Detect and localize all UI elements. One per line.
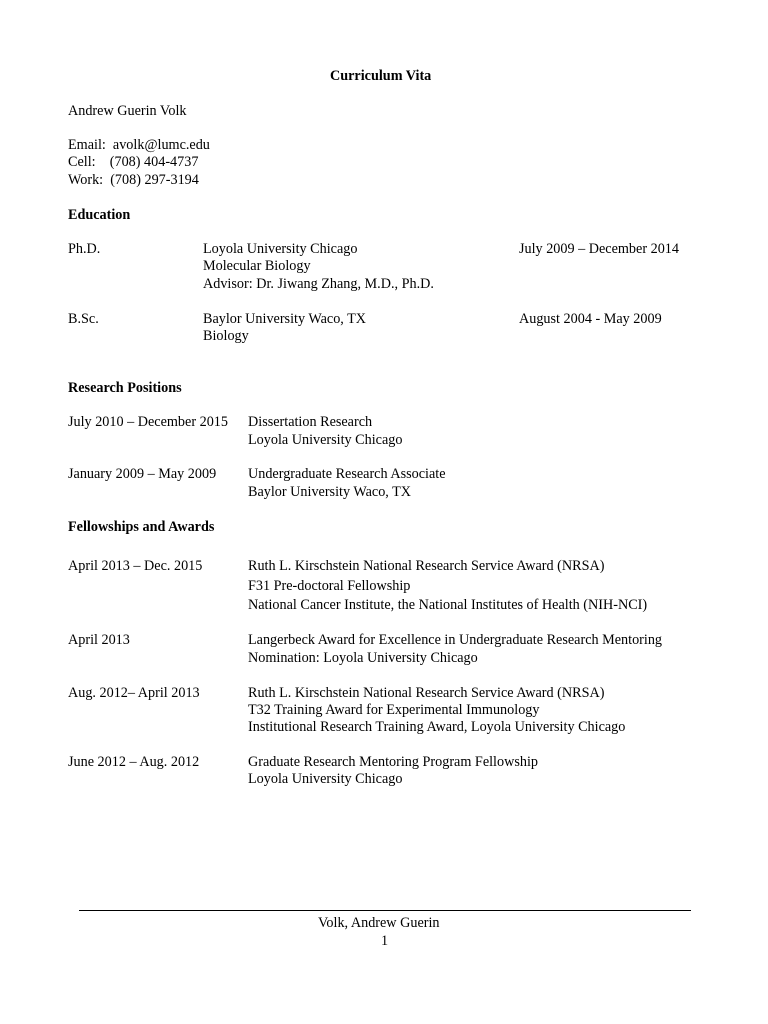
award-dates: Aug. 2012– April 2013 [68,685,200,701]
document-title: Curriculum Vita [330,68,432,84]
award-dates: June 2012 – Aug. 2012 [68,754,200,770]
research-heading: Research Positions [68,380,182,396]
education-degree: B.Sc. [68,311,99,327]
research-title: Undergraduate Research Associate [248,466,446,482]
award-line: Ruth L. Kirschstein National Research Service Award (NRSA) [248,558,605,574]
research-institution: Loyola University Chicago [248,432,403,448]
research-institution: Baylor University Waco, TX [248,484,412,500]
person-name: Andrew Guerin Volk [68,103,187,119]
footer-name: Volk, Andrew Guerin [318,915,440,931]
awards-heading: Fellowships and Awards [68,519,215,535]
education-advisor: Advisor: Dr. Jiwang Zhang, M.D., Ph.D. [203,276,434,292]
education-dates: August 2004 - May 2009 [519,311,662,327]
education-institution: Loyola University Chicago [203,241,358,257]
award-line: Loyola University Chicago [248,771,403,787]
education-dates: July 2009 – December 2014 [519,241,679,257]
contact-email: Email: avolk@lumc.edu [68,137,210,153]
footer-rule [79,910,691,911]
award-line: Institutional Research Training Award, Loyola University Chicago [248,719,626,735]
education-field: Biology [203,328,249,344]
award-line: T32 Training Award for Experimental Immunology [248,702,540,718]
award-dates: April 2013 [68,632,130,648]
research-dates: July 2010 – December 2015 [68,414,228,430]
research-title: Dissertation Research [248,414,373,430]
page-number: 1 [381,933,389,949]
award-dates: April 2013 – Dec. 2015 [68,558,203,574]
education-heading: Education [68,207,131,223]
award-line: F31 Pre-doctoral Fellowship [248,578,411,594]
contact-cell: Cell: (708) 404-4737 [68,154,199,170]
award-line: Langerbeck Award for Excellence in Undergraduate Research Mentoring [248,632,663,648]
award-line: Nomination: Loyola University Chicago [248,650,478,666]
research-dates: January 2009 – May 2009 [68,466,217,482]
education-field: Molecular Biology [203,258,311,274]
education-institution: Baylor University Waco, TX [203,311,367,327]
award-line: Ruth L. Kirschstein National Research Service Award (NRSA) [248,685,605,701]
award-line: Graduate Research Mentoring Program Fellowship [248,754,538,770]
award-line: National Cancer Institute, the National Institutes of Health (NIH-NCI) [248,597,648,613]
contact-work: Work: (708) 297-3194 [68,172,199,188]
education-degree: Ph.D. [68,241,101,257]
